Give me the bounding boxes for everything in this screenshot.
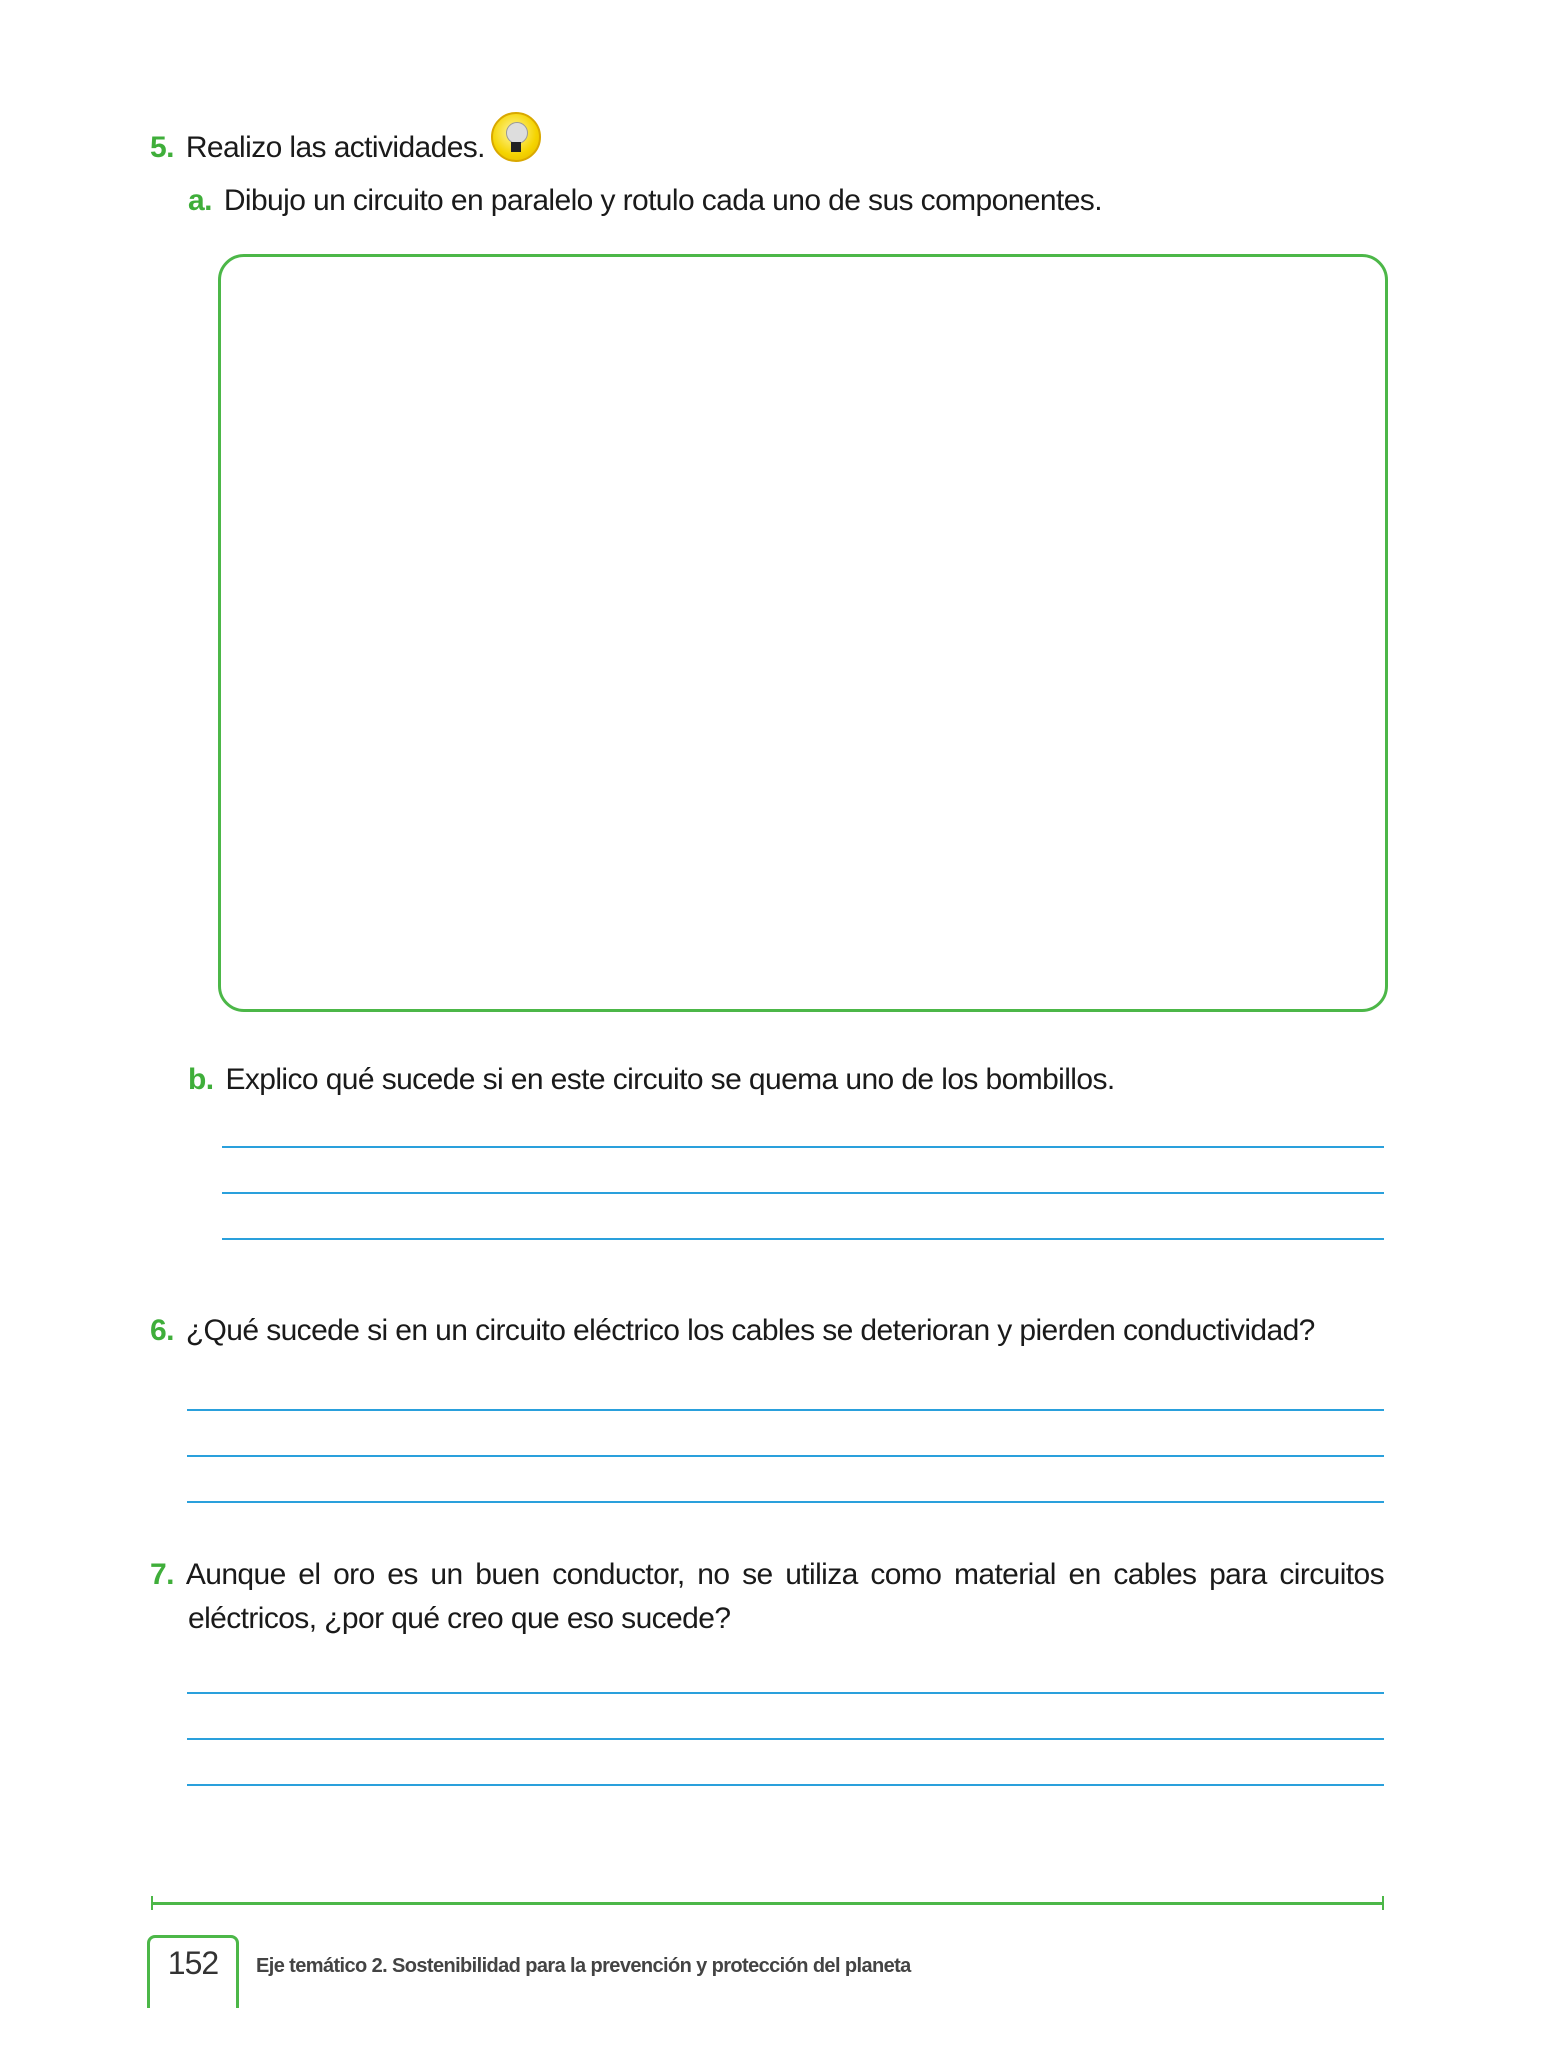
answer-line[interactable] <box>187 1784 1384 1786</box>
question-text-line2: eléctricos, ¿por qué creo que eso sucede? <box>188 1602 731 1635</box>
question-text: Realizo las actividades. <box>185 131 485 164</box>
divider-tick <box>151 1896 153 1910</box>
question-5b <box>188 1058 1115 1102</box>
divider-tick <box>1382 1896 1384 1910</box>
question-5a <box>188 179 1102 223</box>
answer-line[interactable] <box>187 1738 1384 1740</box>
answer-line[interactable] <box>222 1192 1384 1194</box>
answer-line[interactable] <box>187 1501 1384 1503</box>
item-letter: b. <box>188 1063 214 1096</box>
question-text: ¿Qué sucede si en un circuito eléctrico los cables se deterioran y pierden conductividad? <box>185 1314 1315 1347</box>
question-7 <box>150 1553 1384 1641</box>
answer-line[interactable] <box>187 1692 1384 1694</box>
footer-divider <box>151 1902 1384 1905</box>
answer-line[interactable] <box>222 1238 1384 1240</box>
question-6 <box>150 1309 1315 1353</box>
answer-line[interactable] <box>187 1409 1384 1411</box>
question-number: 5. <box>150 131 174 164</box>
lightbulb-icon <box>491 112 541 162</box>
drawing-area[interactable] <box>218 254 1388 1012</box>
footer-text: Eje temático 2. Sostenibilidad para la prevención y protección del planeta <box>256 1955 911 1977</box>
question-number: 7. <box>150 1558 174 1591</box>
question-5-heading <box>150 126 485 170</box>
item-text: Explico qué sucede si en este circuito se quema uno de los bombillos. <box>225 1063 1115 1096</box>
item-text: Dibujo un circuito en paralelo y rotulo cada uno de sus componentes. <box>223 184 1102 217</box>
answer-line[interactable] <box>222 1146 1384 1148</box>
item-letter: a. <box>188 184 212 217</box>
question-number: 6. <box>150 1314 174 1347</box>
page-number: 152 <box>167 1945 219 1981</box>
answer-line[interactable] <box>187 1455 1384 1457</box>
question-text-line1: Aunque el oro es un buen conductor, no se utiliza como material en cables para circuitos <box>185 1558 1384 1591</box>
